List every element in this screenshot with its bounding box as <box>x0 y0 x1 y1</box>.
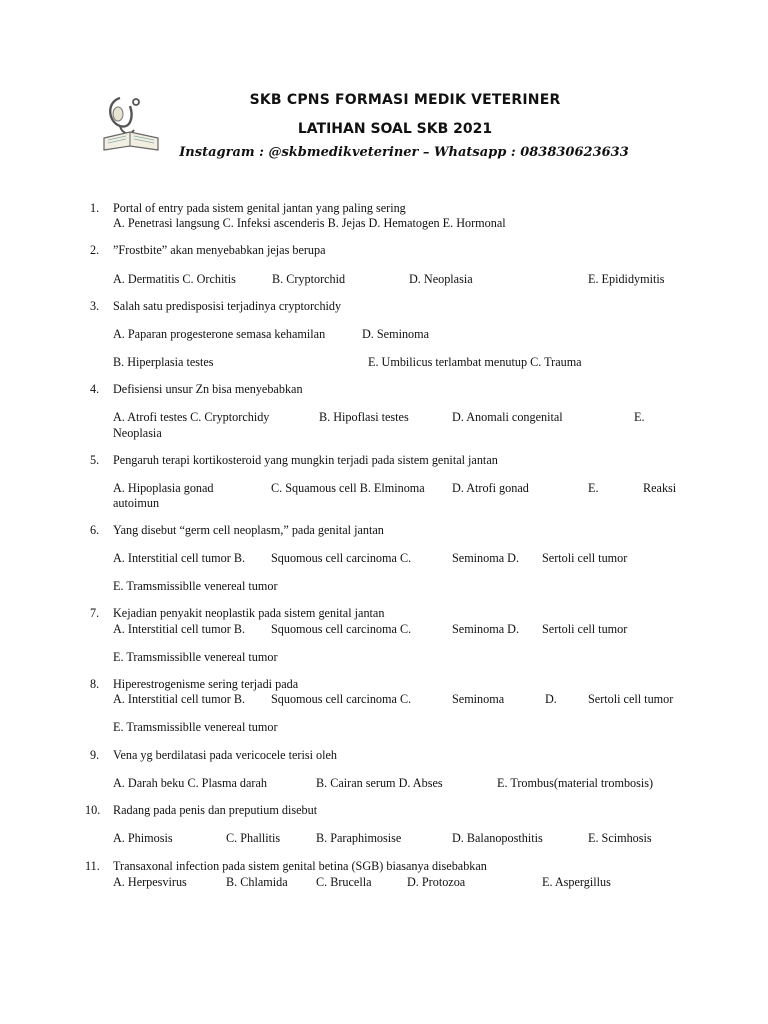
question-number: 3. <box>90 299 100 313</box>
answer-option: A. Interstitial cell tumor B. <box>113 622 246 636</box>
answer-option: Squomous cell carcinoma C. <box>271 622 412 636</box>
answer-option: E. <box>588 481 599 495</box>
answer-option: A. Paparan progesterone semasa kehamilan <box>113 327 326 341</box>
answer-option: E. Tramsmissiblle venereal tumor <box>113 720 278 734</box>
answer-option: E. Scimhosis <box>588 831 652 845</box>
question-number: 7. <box>90 606 100 620</box>
answer-option: A. Interstitial cell tumor B. <box>113 551 246 565</box>
question-text: ”Frostbite” akan menyebabkan jejas berupa <box>113 243 326 257</box>
question-text: Portal of entry pada sistem genital jantan yang paling sering <box>113 201 406 215</box>
answer-option: A. Atrofi testes C. Cryptorchidy <box>113 410 270 424</box>
answer-option: B. Paraphimosise <box>316 831 402 845</box>
answer-option: D. Seminoma <box>362 327 430 341</box>
question-text: Transaxonal infection pada sistem genital betina (SGB) biasanya disebabkan <box>113 859 487 873</box>
answer-option: E. Trombus(material trombosis) <box>497 776 654 790</box>
document-title: SKB CPNS FORMASI MEDIK VETERINER <box>249 92 561 108</box>
answer-option: A. Herpesvirus <box>113 875 187 889</box>
question-number: 6. <box>90 523 100 537</box>
answer-option: autoimun <box>113 496 160 510</box>
answer-option: Sertoli cell tumor <box>542 622 628 636</box>
answer-option: E. Tramsmissiblle venereal tumor <box>113 650 278 664</box>
answer-option: B. Hiperplasia testes <box>113 355 214 369</box>
question-number: 5. <box>90 453 100 467</box>
answer-option: B. Chlamida <box>226 875 288 889</box>
answer-option: B. Cairan serum D. Abses <box>316 776 443 790</box>
question-number: 4. <box>90 382 100 396</box>
question-number: 2. <box>90 243 100 257</box>
answer-option: E. Epididymitis <box>588 272 665 286</box>
answer-option: C. Brucella <box>316 875 372 889</box>
answer-option: E. Umbilicus terlambat menutup C. Trauma <box>368 355 582 369</box>
answer-option: A. Hipoplasia gonad <box>113 481 214 495</box>
answer-option: D. Neoplasia <box>409 272 473 286</box>
question-text: Kejadian penyakit neoplastik pada sistem genital jantan <box>113 606 385 620</box>
answer-option: Seminoma D. <box>452 551 520 565</box>
question-text: Vena yg berdilatasi pada vericocele terisi oleh <box>113 748 338 762</box>
answer-option: D. Protozoa <box>407 875 466 889</box>
answer-option: A. Phimosis <box>113 831 173 845</box>
answer-option: C. Phallitis <box>226 831 281 845</box>
answer-option: E. Tramsmissiblle venereal tumor <box>113 579 278 593</box>
document-subtitle: LATIHAN SOAL SKB 2021 <box>297 121 493 137</box>
answer-option: Squomous cell carcinoma C. <box>271 551 412 565</box>
answer-options: A. Penetrasi langsung C. Infeksi ascenderis B. Jejas D. Hematogen E. Hormonal <box>113 216 506 230</box>
answer-option: D. Balanoposthitis <box>452 831 543 845</box>
answer-option: Neoplasia <box>113 426 162 440</box>
question-number: 10. <box>85 803 101 817</box>
answer-option: Sertoli cell tumor <box>542 551 628 565</box>
answer-option: A. Interstitial cell tumor B. <box>113 692 246 706</box>
question-number: 8. <box>90 677 100 691</box>
answer-option: B. Hipoflasi testes <box>319 410 409 424</box>
question-text: Pengaruh terapi kortikosteroid yang mungkin terjadi pada sistem genital jantan <box>113 453 498 467</box>
question-number: 1. <box>90 201 100 215</box>
answer-option: D. <box>545 692 557 706</box>
answer-option: A. Darah beku C. Plasma darah <box>113 776 267 790</box>
answer-option: Squomous cell carcinoma C. <box>271 692 412 706</box>
answer-option: C. Squamous cell B. Elminoma <box>271 481 425 495</box>
answer-option: E. <box>634 410 645 424</box>
question-text: Salah satu predisposisi terjadinya cryptorchidy <box>113 299 342 313</box>
answer-option: Seminoma <box>452 692 505 706</box>
answer-option: Sertoli cell tumor <box>588 692 674 706</box>
question-text: Radang pada penis dan preputium disebut <box>113 803 318 817</box>
answer-option: D. Anomali congenital <box>452 410 563 424</box>
answer-option: A. Dermatitis C. Orchitis <box>113 272 236 286</box>
answer-option: B. Cryptorchid <box>272 272 346 286</box>
contact-line: Instagram : @skbmedikveteriner – Whatsapp : 083830623633 <box>179 145 629 160</box>
answer-option: Reaksi <box>643 481 677 495</box>
answer-option: Seminoma D. <box>452 622 520 636</box>
answer-option: D. Atrofi gonad <box>452 481 529 495</box>
question-number: 9. <box>90 748 100 762</box>
question-text: Yang disebut “germ cell neoplasm,” pada genital jantan <box>113 523 384 537</box>
question-number: 11. <box>85 859 100 873</box>
answer-option: E. Aspergillus <box>542 875 611 889</box>
question-text: Defisiensi unsur Zn bisa menyebabkan <box>113 382 303 396</box>
question-text: Hiperestrogenisme sering terjadi pada <box>113 677 299 691</box>
